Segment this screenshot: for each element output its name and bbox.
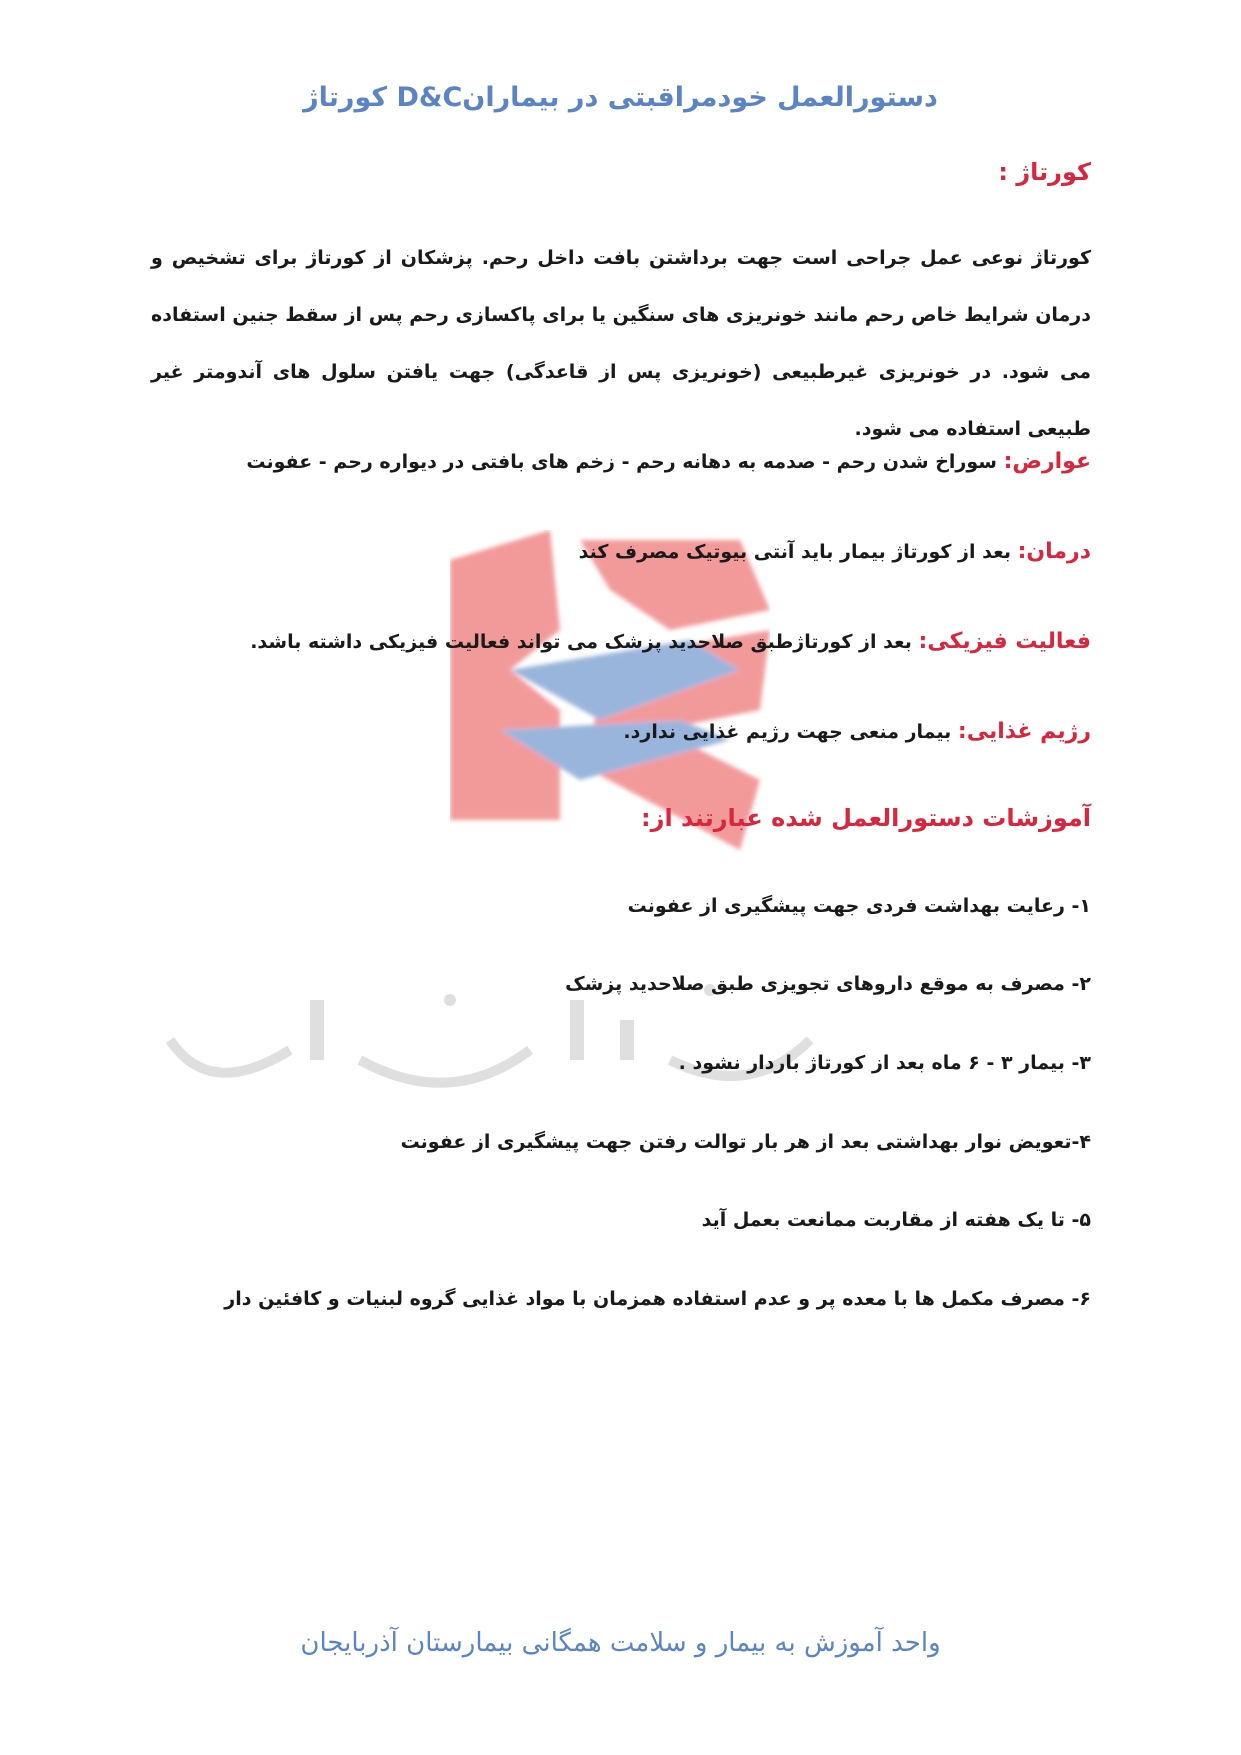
instruction-item: ۵- تا یک هفته از مقاربت ممانعت بعمل آید (701, 1209, 1091, 1231)
complications-label: عوارض: (1003, 449, 1091, 474)
physical-activity-line (151, 628, 1091, 656)
instruction-item: ۲- مصرف به موقع داروهای تجویزی طبق صلاحدید پزشک (565, 973, 1091, 995)
instruction-item: ۶- مصرف مکمل ها با معده پر و عدم استفاده همزمان با مواد غذایی گروه لبنیات و کافئین دار (224, 1288, 1091, 1310)
treatment-line (151, 538, 1091, 566)
section-heading-curettage: کورتاژ : (998, 158, 1091, 186)
document-footer: واحد آموزش به بیمار و سلامت همگانی بیمارستان آذربایجان (300, 1628, 941, 1658)
document-title: دستورالعمل خودمراقبتی در بیمارانD&C کورتاژ (303, 82, 938, 113)
complications-text: سوراخ شدن رحم - صدمه به دهانه رحم - زخم های بافتی در دیواره رحم - عفونت (246, 451, 1004, 473)
instruction-item: ۱- رعایت بهداشت فردی جهت پیشگیری از عفونت (627, 895, 1091, 917)
treatment-label: درمان: (1017, 539, 1091, 564)
physical-activity-label: فعالیت فیزیکی: (918, 629, 1091, 654)
instructions-heading: آموزشات دستورالعمل شده عبارتند از: (641, 804, 1091, 832)
diet-line (151, 718, 1091, 746)
diet-label: رژیم غذایی: (957, 719, 1091, 744)
diet-text: بیمار منعی جهت رژیم غذایی ندارد. (623, 721, 958, 743)
complications-line (151, 448, 1091, 476)
physical-activity-text: بعد از کورتاژطبق صلاحدید پزشک می تواند فعالیت فیزیکی داشته باشد. (250, 631, 919, 653)
treatment-text: بعد از کورتاژ بیمار باید آنتی بیوتیک مصرف کند (578, 541, 1018, 563)
hospital-logo-watermark (440, 520, 770, 900)
instruction-item: ۴-تعویض نوار بهداشتی بعد از هر بار توالت رفتن جهت پیشگیری از عفونت (400, 1131, 1091, 1153)
intro-paragraph: کورتاژ نوعی عمل جراحی است جهت برداشتن بافت داخل رحم. پزشکان از کورتاژ برای تشخیص و درمان شرایط خاص رحم مانند خونریزی های سنگین یا برای پاکسازی رحم پس از سقط جنین استفاده می شود. در خونریزی غیرطبیعی (خونریزی پس از قاعدگی) جهت یافتن سلول های آندومتر غیر طبیعی استفاده می شود. (151, 247, 1091, 440)
instruction-item: ۳- بیمار ۳ - ۶ ماه بعد از کورتاژ باردار نشود . (678, 1052, 1091, 1074)
